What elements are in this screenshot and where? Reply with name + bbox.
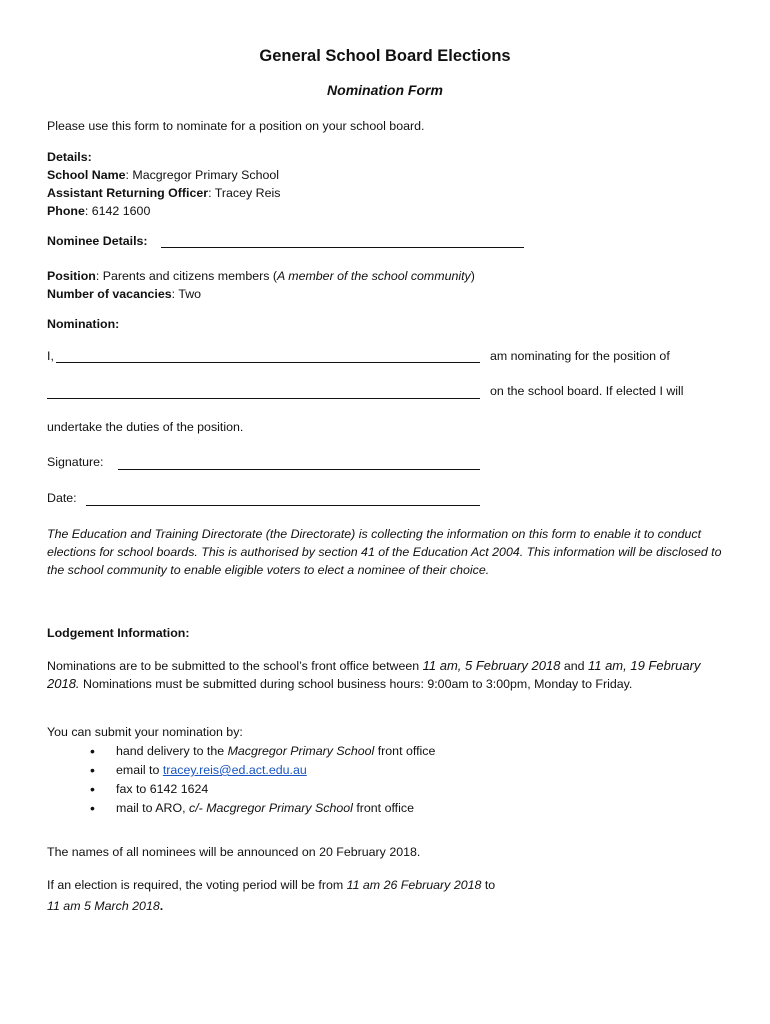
nominee-i-label: I, (47, 349, 54, 363)
page-title: General School Board Elections (259, 47, 511, 65)
signature-label: Signature: (47, 455, 104, 469)
school-board-text: on the school board. If elected I will (490, 384, 684, 398)
returning-officer: Assistant Returning Officer: Tracey Reis (47, 186, 281, 200)
list-item: • fax to 6142 1624 (90, 780, 435, 799)
lodgement-text: Nominations are to be submitted to the school’s front office between 11 am, 5 February 2018 and 11 am, 19 February 2018. Nominations must be submitted during school business hours: 9:00am to 3:00pm, Monday to Friday. (47, 658, 701, 691)
intro-text: Please use this form to nominate for a position on your school board. (47, 119, 425, 133)
submit-by-text: You can submit your nomination by: (47, 725, 243, 739)
school-name: School Name: Macgregor Primary School (47, 168, 280, 182)
lodgement-heading: Lodgement Information: (47, 626, 190, 640)
details-heading: Details: (47, 150, 92, 164)
submission-methods (90, 742, 435, 818)
duties-text: undertake the duties of the position. (47, 420, 244, 434)
nominee-details-line[interactable] (161, 247, 524, 248)
election-text: If an election is required, the voting period will be from 11 am 26 February 2018 to (47, 878, 496, 892)
nominee-name-line[interactable] (56, 362, 480, 363)
signature-line[interactable] (118, 469, 480, 470)
position-line[interactable] (47, 398, 480, 399)
nominating-text: am nominating for the position of (490, 349, 670, 363)
date-line[interactable] (86, 505, 480, 506)
position: Position: Parents and citizens members (A member of the school community) (47, 269, 475, 283)
nominee-details-label: Nominee Details: (47, 234, 148, 248)
election-end-text: 11 am 5 March 2018. (47, 899, 164, 913)
list-item: • email to tracey.reis@ed.act.edu.au (90, 761, 435, 780)
privacy-notice: The Education and Training Directorate (the Directorate) is collecting the information on this form to enable it to conduct elections for school boards. This is authorised by section 41 of the Education Act 2004. This information will be disclosed to the school community to enable eligible voters to elect a nominee of their choice. (47, 527, 722, 577)
vacancies: Number of vacancies: Two (47, 287, 202, 301)
list-item: • mail to ARO, c/- Macgregor Primary School front office (90, 799, 435, 818)
announcement-text: The names of all nominees will be announced on 20 February 2018. (47, 845, 421, 859)
phone: Phone: 6142 1600 (47, 204, 151, 218)
page-subtitle: Nomination Form (327, 82, 443, 98)
email-link[interactable]: tracey.reis@ed.act.edu.au (162, 763, 307, 777)
nomination-heading: Nomination: (47, 317, 120, 331)
list-item: • hand delivery to the Macgregor Primary School front office (90, 742, 435, 761)
date-label: Date: (47, 491, 77, 505)
